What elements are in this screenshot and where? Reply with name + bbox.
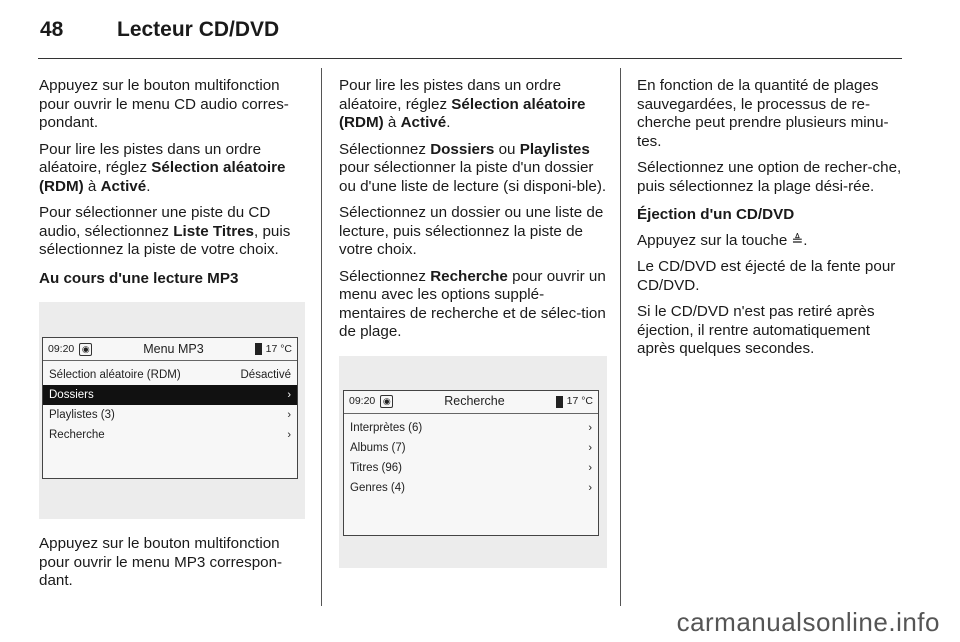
eject-icon: ≜: [791, 231, 804, 248]
cd-icon: ◉: [380, 395, 393, 408]
column-divider: [620, 68, 621, 606]
menu-item-selected[interactable]: Dossiers ›: [43, 385, 297, 405]
clock: 09:20: [349, 395, 376, 408]
screen-title: Recherche: [444, 394, 505, 409]
column-2: [339, 77, 607, 584]
section-heading: Au cours d'une lecture MP3: [39, 269, 239, 287]
chevron-right-icon: ›: [588, 441, 592, 454]
watermark: carmanualsonline.info: [676, 607, 940, 637]
clock: 09:20: [48, 342, 75, 355]
screen-title: Menu MP3: [143, 341, 204, 356]
chevron-right-icon: ›: [287, 389, 291, 401]
menu-item[interactable]: Sélection aléatoire (RDM) Désactivé: [49, 369, 291, 381]
temperature: 17 °C: [566, 395, 593, 408]
chevron-right-icon: ›: [287, 429, 291, 441]
paragraph: Appuyez sur le bouton multifonction pour ouvrir le menu MP3 correspon-dant.: [39, 535, 283, 589]
section-heading: Éjection d'un CD/DVD: [637, 206, 795, 223]
page-number: 48: [40, 18, 64, 41]
column-3: [637, 77, 905, 367]
menu-item[interactable]: Recherche ›: [43, 425, 297, 445]
paragraph: Sélectionnez Recherche pour ouvrir un menu avec les options supplé-mentaires de recherche et de sélec-tion de plage.: [339, 267, 606, 340]
cd-icon: ◉: [79, 343, 92, 356]
paragraph: Pour sélectionner une piste du CD audio, sélectionnez Liste Titres, puis sélectionnez la piste de votre choix.: [39, 204, 291, 258]
paragraph: Sélectionnez une option de recher-che, puis sélectionnez la plage dési-rée.: [637, 159, 902, 195]
header-rule: [38, 58, 902, 59]
screenshot-figure: [39, 302, 305, 519]
screenshot-figure: [339, 356, 607, 568]
paragraph: En fonction de la quantité de plages sauvegardées, le processus de re-cherche peut prendre plusieurs minu-tes.: [637, 77, 889, 150]
paragraph: Sélectionnez Dossiers ou Playlistes pour sélectionner la piste d'un dossier ou d'une liste de lecture (si disponi-ble).: [339, 140, 607, 195]
paragraph: Pour lire les pistes dans un ordre aléatoire, réglez Sélection aléatoire (RDM) à Activé.: [339, 77, 586, 131]
paragraph: Le CD/DVD est éjecté de la fente pour CD/DVD.: [637, 258, 896, 294]
chevron-right-icon: ›: [588, 481, 592, 494]
paragraph: Appuyez sur le bouton multifonction pour ouvrir le menu CD audio corres-pondant.: [39, 77, 289, 131]
page-header: [40, 18, 279, 48]
paragraph: Sélectionnez un dossier ou une liste de lecture, puis sélectionnez la piste de votre choix.: [339, 204, 604, 258]
menu-item[interactable]: Playlistes (3) ›: [43, 405, 297, 425]
temperature: 17 °C: [265, 342, 292, 355]
screen-header: [344, 391, 598, 414]
page-title: Lecteur CD/DVD: [117, 18, 280, 41]
menu-item[interactable]: Titres (96) ›: [344, 458, 598, 478]
thermometer-icon: [556, 396, 563, 408]
paragraph: Pour lire les pistes dans un ordre aléatoire, réglez Sélection aléatoire (RDM) à Activé.: [39, 140, 286, 195]
paragraph: Si le CD/DVD n'est pas retiré après éjection, il rentre automatiquement après quelques secondes.: [637, 303, 875, 357]
column-divider: [321, 68, 322, 606]
menu-item[interactable]: Interprètes (6) ›: [344, 418, 598, 438]
menu-item[interactable]: Genres (4) ›: [344, 478, 598, 498]
paragraph: Appuyez sur la touche ≜.: [637, 231, 808, 249]
display-screen: [343, 390, 599, 536]
menu-item[interactable]: Albums (7) ›: [344, 438, 598, 458]
chevron-right-icon: ›: [588, 461, 592, 474]
thermometer-icon: [255, 343, 262, 355]
display-screen: [42, 337, 298, 479]
chevron-right-icon: ›: [588, 421, 592, 434]
column-1: [39, 77, 305, 599]
chevron-right-icon: ›: [287, 409, 291, 421]
screen-header: [43, 338, 297, 361]
